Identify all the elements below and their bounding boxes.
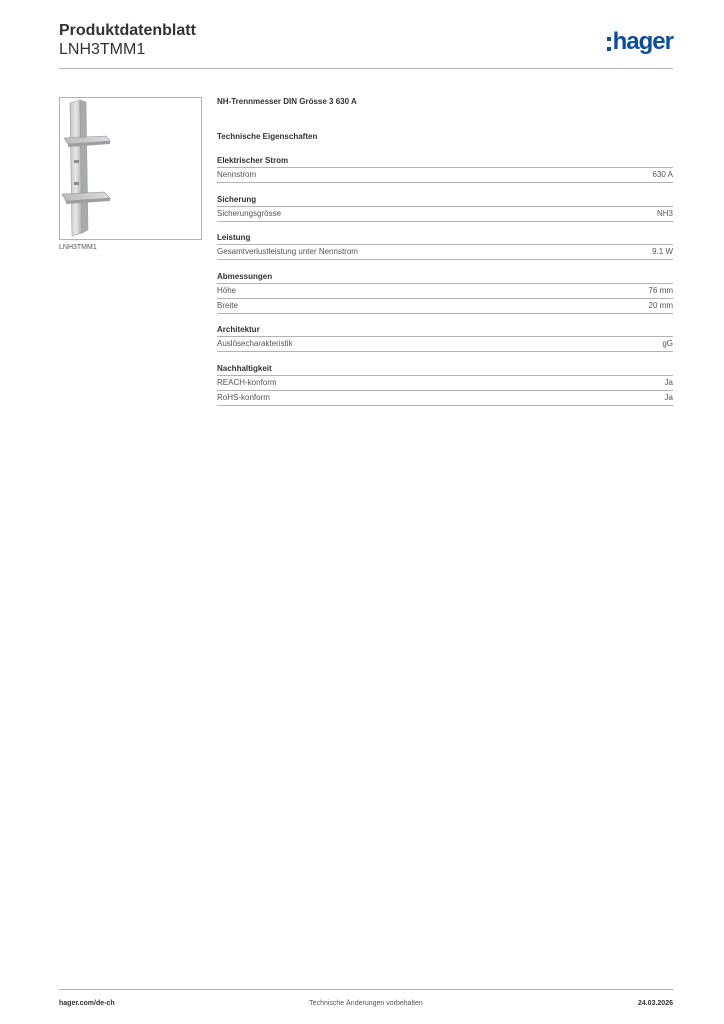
group-title: Architektur [217, 324, 673, 337]
spec-row [217, 299, 673, 314]
spec-group-abmessungen [217, 271, 673, 314]
spec-label: Sicherungsgrösse [217, 209, 282, 218]
group-title: Nachhaltigkeit [217, 363, 673, 376]
isolator-blade-illustration [60, 98, 201, 239]
spec-group-architektur [217, 324, 673, 352]
spec-row [217, 207, 673, 222]
spec-label: Gesamtverlustleistung unter Nennstrom [217, 247, 358, 256]
footer-date: 24.03.2026 [637, 1000, 673, 1007]
spec-row [217, 391, 673, 406]
spec-group-sicherung [217, 194, 673, 222]
spec-value: 630 A [652, 170, 673, 179]
group-title: Leistung [217, 232, 673, 245]
product-image [59, 97, 202, 240]
hager-logo [607, 28, 673, 56]
footer-notice: Technische Änderungen vorbehalten [309, 1000, 423, 1007]
spec-value: 20 mm [648, 301, 673, 310]
spec-value: Ja [664, 378, 673, 387]
document-title: Produktdatenblatt [59, 22, 196, 39]
spec-value: gG [662, 339, 673, 348]
spec-group-nachhaltigkeit [217, 363, 673, 406]
footer-website-link[interactable]: hager.com/de-ch [59, 1000, 115, 1007]
spec-row [217, 337, 673, 352]
group-title: Sicherung [217, 194, 673, 207]
page-footer [59, 989, 673, 1014]
spec-label: Nennstrom [217, 170, 257, 179]
spec-group-leistung [217, 232, 673, 260]
logo-dots-icon [607, 37, 611, 51]
spec-row [217, 168, 673, 183]
product-code: LNH3TMM1 [59, 41, 146, 58]
group-title: Abmessungen [217, 271, 673, 284]
image-caption: LNH3TMM1 [59, 244, 97, 251]
logo-wordmark: hager [612, 28, 673, 55]
section-heading: Technische Eigenschaften [217, 132, 318, 141]
group-title: Elektrischer Strom [217, 155, 673, 168]
spec-row [217, 245, 673, 260]
spec-label: RoHS-konform [217, 393, 270, 402]
spec-value: 9.1 W [652, 247, 673, 256]
spec-row [217, 376, 673, 391]
spec-group-elektrischer-strom [217, 155, 673, 183]
product-name: NH-Trennmesser DIN Grösse 3 630 A [217, 97, 357, 106]
spec-label: Auslösecharakteristik [217, 339, 293, 348]
spec-row [217, 284, 673, 299]
page-header [59, 22, 673, 69]
spec-label: Höhe [217, 286, 237, 295]
spec-value: 76 mm [648, 286, 673, 295]
spec-value: NH3 [656, 209, 673, 218]
spec-label: Breite [217, 301, 238, 310]
spec-value: Ja [664, 393, 673, 402]
spec-label: REACH-konform [217, 378, 277, 387]
